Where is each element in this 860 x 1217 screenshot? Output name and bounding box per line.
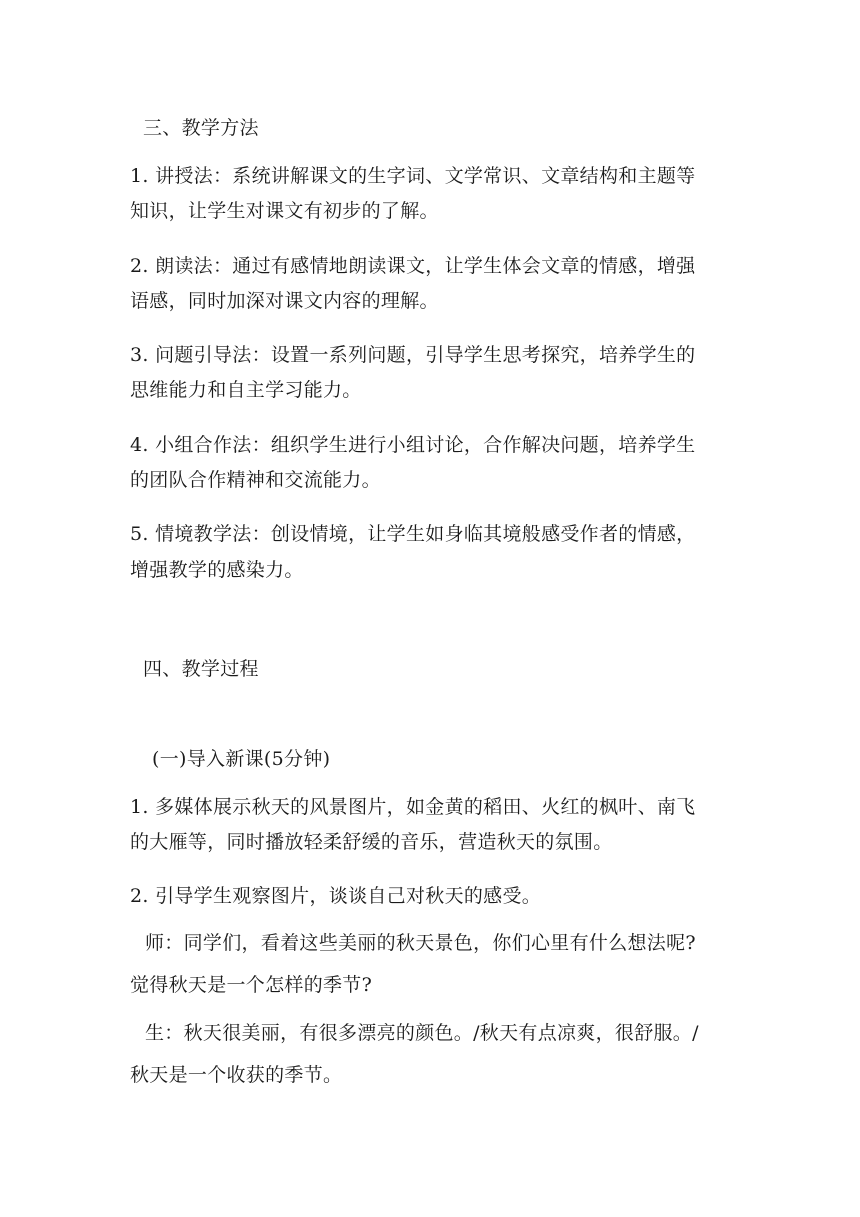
process-item-1-line-1: 1. 多媒体展示秋天的风景图片，如金黄的稻田、火红的枫叶、南飞 bbox=[130, 796, 696, 818]
method-item-5-line-1: 5. 情境教学法：创设情境，让学生如身临其境般感受作者的情感， bbox=[130, 523, 696, 545]
method-item-1-line-1: 1. 讲授法：系统讲解课文的生字词、文学常识、文章结构和主题等 bbox=[130, 165, 696, 187]
method-item-4-line-1: 4. 小组合作法：组织学生进行小组讨论，合作解决问题，培养学生 bbox=[130, 434, 696, 456]
section-heading-teaching-methods: 三、教学方法 bbox=[143, 117, 259, 139]
method-item-2-line-2: 语感，同时加深对课文内容的理解。 bbox=[130, 290, 439, 312]
method-item-3-line-1: 3. 问题引导法：设置一系列问题，引导学生思考探究，培养学生的 bbox=[130, 344, 696, 366]
method-item-3-line-2: 思维能力和自主学习能力。 bbox=[130, 379, 362, 401]
subsection-heading-intro: (一)导入新课(5分钟) bbox=[152, 748, 331, 770]
teacher-dialog-line-1: 师：同学们，看着这些美丽的秋天景色，你们心里有什么想法呢? bbox=[145, 932, 696, 954]
method-item-2-line-1: 2. 朗读法：通过有感情地朗读课文，让学生体会文章的情感，增强 bbox=[130, 255, 696, 277]
process-item-2-line-1: 2. 引导学生观察图片，谈谈自己对秋天的感受。 bbox=[130, 885, 542, 907]
student-dialog-line-2: 秋天是一个收获的季节。 bbox=[130, 1064, 343, 1086]
method-item-4-line-2: 的团队合作精神和交流能力。 bbox=[130, 469, 381, 491]
method-item-5-line-2: 增强教学的感染力。 bbox=[130, 559, 304, 581]
process-item-1-line-2: 的大雁等，同时播放轻柔舒缓的音乐，营造秋天的氛围。 bbox=[130, 831, 613, 853]
teacher-dialog-line-2: 觉得秋天是一个怎样的季节? bbox=[130, 974, 373, 996]
student-dialog-line-1: 生：秋天很美丽，有很多漂亮的颜色。/秋天有点凉爽，很舒服。/ bbox=[145, 1022, 699, 1044]
section-heading-teaching-process: 四、教学过程 bbox=[143, 658, 259, 680]
method-item-1-line-2: 知识，让学生对课文有初步的了解。 bbox=[130, 200, 439, 222]
